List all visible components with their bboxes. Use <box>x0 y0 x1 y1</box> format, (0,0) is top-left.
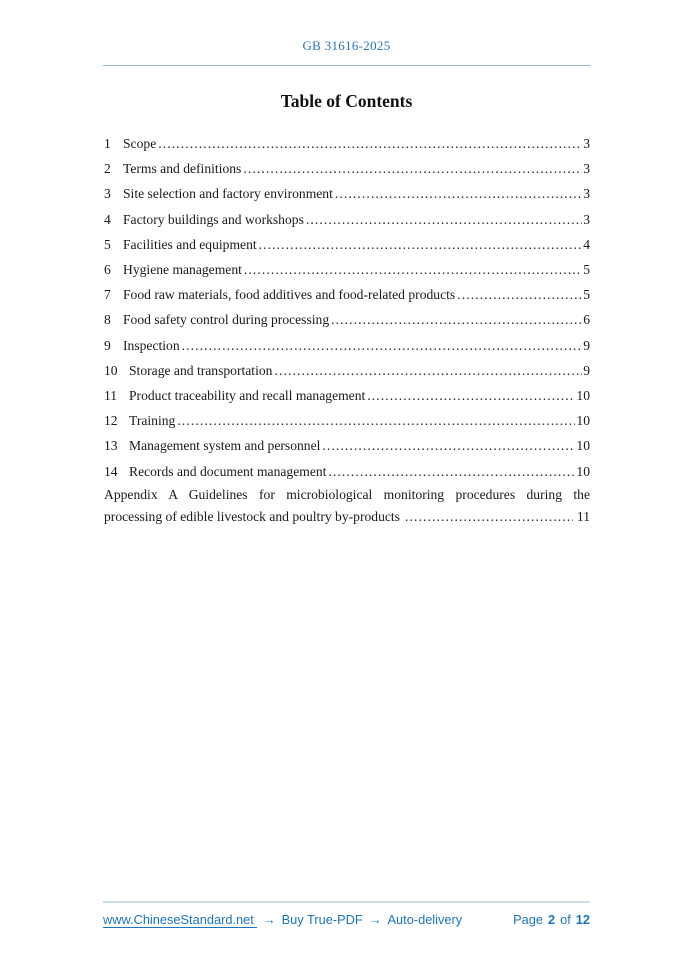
dot-leader <box>177 408 575 433</box>
dot-leader <box>322 433 575 458</box>
dot-leader <box>367 383 575 408</box>
of-label: of <box>560 912 571 927</box>
toc-entry-label: Factory buildings and workshops <box>123 211 304 227</box>
toc-entry-page: 11 <box>576 509 590 525</box>
toc-entry-number: 13 <box>104 438 118 454</box>
appendix-label: processing of edible livestock and poultry by-products <box>104 509 400 525</box>
footer-action-delivery: Auto-delivery <box>387 912 463 927</box>
toc-entry-label: Scope <box>123 136 157 151</box>
footer-action-buy: Buy True-PDF <box>281 912 363 927</box>
toc-entry-page: 10 <box>576 463 590 479</box>
toc-entry-page: 9 <box>583 362 590 378</box>
page-current: 2 <box>547 912 556 927</box>
toc-entry-label: Management system and personnel <box>129 438 321 454</box>
toc-entry-label: Training <box>129 413 176 429</box>
footer-promo <box>103 912 462 928</box>
toc-entry-number: 6 <box>104 262 111 278</box>
toc-entry-number: 2 <box>104 161 111 177</box>
toc-entry-hygiene[interactable] <box>104 257 590 282</box>
toc-entry-number: 1 <box>104 136 111 151</box>
toc-entry-page: 5 <box>583 287 590 303</box>
dot-leader <box>335 181 582 206</box>
toc-entry-label: Facilities and equipment <box>123 236 257 252</box>
toc-entry-page: 3 <box>583 186 590 202</box>
toc-entry-number: 7 <box>104 287 111 303</box>
page-title: Table of Contents <box>280 91 413 111</box>
toc-entry-number: 12 <box>104 413 118 429</box>
toc-entry-appendix-a[interactable] <box>104 484 590 529</box>
dot-leader <box>328 459 575 484</box>
toc-entry-management-system[interactable] <box>104 433 590 458</box>
toc-entry-factory-buildings[interactable] <box>104 207 590 232</box>
toc-entry-site-selection[interactable] <box>104 181 590 206</box>
toc-entry-number: 14 <box>104 463 118 479</box>
toc-entry-traceability[interactable] <box>104 383 590 408</box>
toc-entry-inspection[interactable] <box>104 333 590 358</box>
toc-entry-label: Hygiene management <box>123 262 242 278</box>
dot-leader <box>331 307 582 332</box>
page-total: 12 <box>575 912 590 927</box>
toc-entry-scope[interactable] <box>104 131 590 156</box>
toc-entry-terms[interactable] <box>104 156 590 181</box>
dot-leader <box>405 506 573 529</box>
toc-entry-label: Records and document management <box>129 463 327 479</box>
toc-entry-page: 5 <box>583 262 590 278</box>
appendix-line-1: Appendix A Guidelines for microbiological monitoring procedures during the <box>104 486 590 502</box>
toc-entry-page: 6 <box>583 312 590 328</box>
header-divider <box>103 65 590 66</box>
dot-leader <box>243 156 582 181</box>
toc-entry-safety-control[interactable] <box>104 307 590 332</box>
toc-entry-number: 9 <box>104 337 111 353</box>
toc-entry-page: 9 <box>583 337 590 353</box>
footer-divider <box>103 901 590 903</box>
toc-entry-label: Inspection <box>123 337 180 353</box>
toc-entry-label: Food raw materials, food additives and food-related products <box>123 287 456 303</box>
page-label: Page <box>513 912 543 927</box>
toc-entry-page: 4 <box>583 236 590 252</box>
dot-leader <box>306 207 582 232</box>
toc-entry-label: Site selection and factory environment <box>123 186 333 202</box>
table-of-contents <box>104 131 590 529</box>
toc-entry-number: 11 <box>104 388 118 404</box>
toc-entry-raw-materials[interactable] <box>104 282 590 307</box>
toc-entry-label: Storage and transportation <box>129 362 273 378</box>
toc-entry-label: Product traceability and recall management <box>129 388 366 404</box>
toc-entry-page: 3 <box>583 211 590 227</box>
toc-entry-records[interactable] <box>104 459 590 484</box>
toc-entry-number: 8 <box>104 312 111 328</box>
toc-entry-number: 4 <box>104 211 111 227</box>
toc-entry-label: Terms and definitions <box>123 161 242 177</box>
dot-leader <box>274 358 582 383</box>
toc-entry-page: 10 <box>576 413 590 429</box>
website-link[interactable]: www.ChineseStandard.net <box>103 912 257 928</box>
toc-entry-page: 10 <box>576 438 590 454</box>
dot-leader <box>182 333 583 358</box>
dot-leader <box>244 257 582 282</box>
dot-leader <box>457 282 582 307</box>
toc-entry-number: 3 <box>104 186 111 202</box>
arrow-icon: → <box>262 912 276 927</box>
toc-entry-training[interactable] <box>104 408 590 433</box>
toc-entry-facilities[interactable] <box>104 232 590 257</box>
toc-entry-page: 3 <box>583 161 590 177</box>
dot-leader <box>259 232 583 257</box>
dot-leader <box>158 131 582 156</box>
toc-entry-number: 10 <box>104 362 118 378</box>
arrow-icon: → <box>368 912 382 927</box>
standard-code: GB 31616-2025 <box>302 38 391 53</box>
toc-entry-page: 3 <box>583 136 590 151</box>
page-indicator <box>513 912 590 927</box>
toc-entry-label: Food safety control during processing <box>123 312 330 328</box>
toc-entry-number: 5 <box>104 236 111 252</box>
toc-entry-storage[interactable] <box>104 358 590 383</box>
page-footer <box>103 901 590 928</box>
appendix-line-2 <box>104 506 590 529</box>
toc-entry-page: 10 <box>576 388 590 404</box>
